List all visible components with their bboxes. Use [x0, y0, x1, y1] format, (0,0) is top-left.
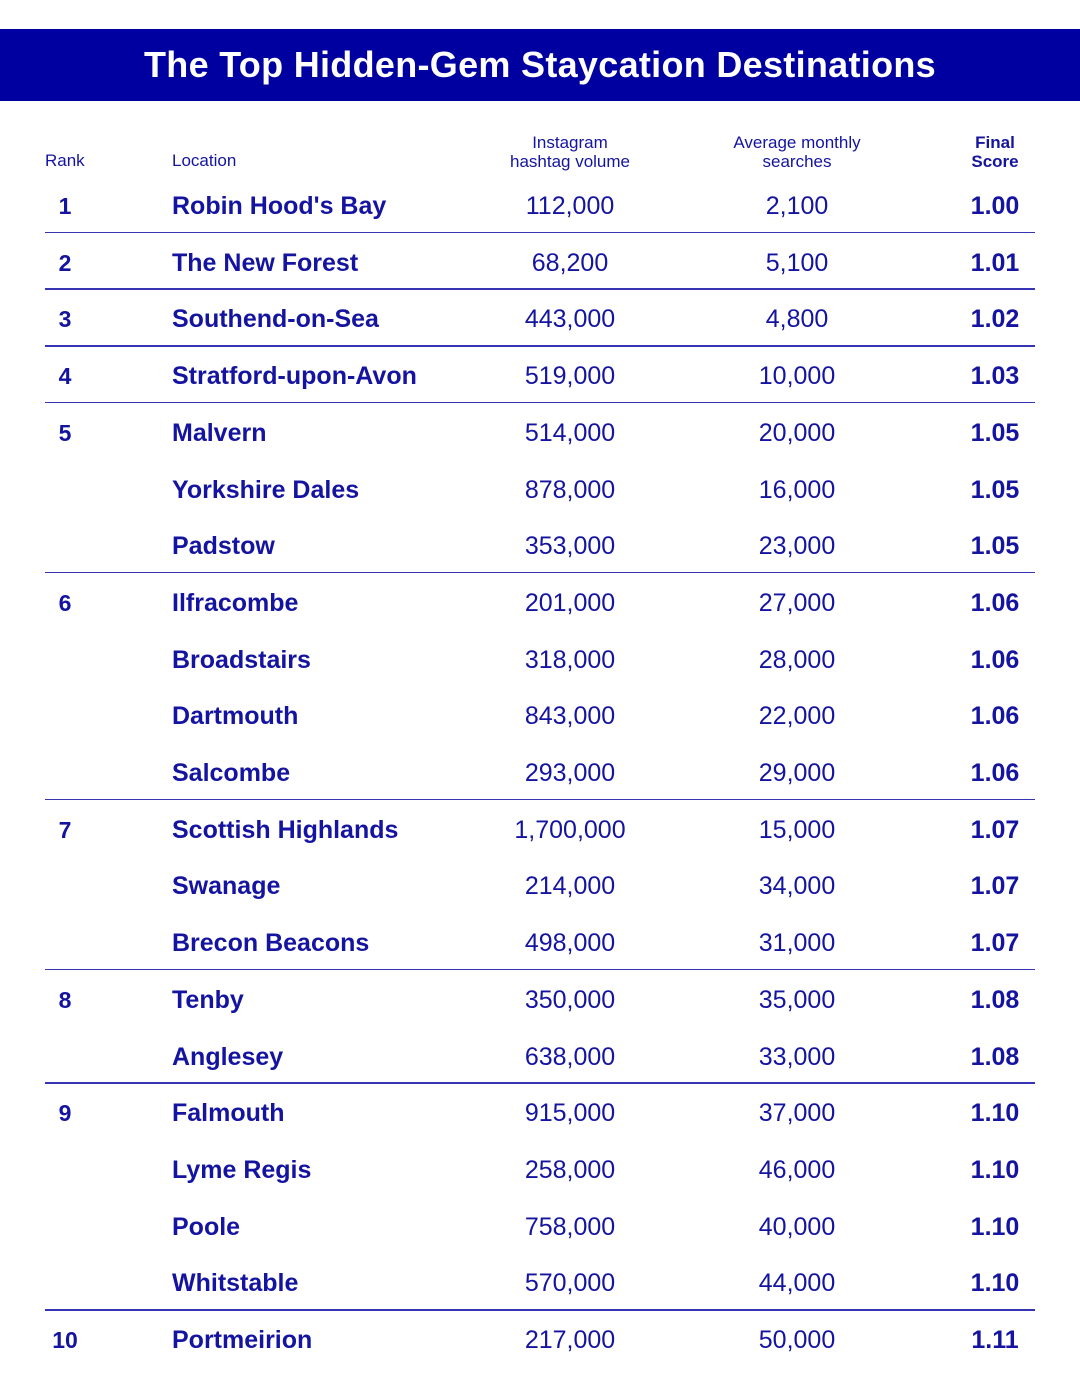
- table-row: [0, 1029, 1080, 1085]
- location-cell: Stratford-upon-Avon: [172, 362, 417, 391]
- location-cell: Broadstairs: [172, 645, 311, 674]
- location-cell: Padstow: [172, 532, 275, 561]
- rank-cell: 4: [58, 363, 72, 390]
- header-location: Location: [172, 151, 237, 170]
- rank-cell: 8: [58, 986, 72, 1013]
- instagram-cell: 318,000: [524, 645, 616, 674]
- instagram-cell: 350,000: [524, 985, 616, 1014]
- instagram-cell: 201,000: [524, 588, 616, 617]
- location-cell: Poole: [172, 1212, 241, 1241]
- rank-group-divider: [45, 1082, 1035, 1084]
- instagram-cell: 258,000: [524, 1155, 616, 1184]
- location-cell: Ilfracombe: [172, 588, 299, 617]
- instagram-cell: 638,000: [524, 1042, 616, 1071]
- instagram-cell: 514,000: [524, 418, 616, 447]
- instagram-cell: 878,000: [524, 475, 616, 504]
- searches-cell: 10,000: [758, 362, 836, 391]
- table-row: [0, 1085, 1080, 1141]
- score-cell: 1.06: [970, 702, 1020, 731]
- table-row: [0, 802, 1080, 858]
- score-cell: 1.07: [970, 872, 1020, 901]
- score-cell: 1.03: [970, 362, 1020, 391]
- table-row: [0, 235, 1080, 291]
- score-cell: 1.06: [970, 588, 1020, 617]
- score-cell: 1.00: [970, 192, 1020, 220]
- table-row: [0, 348, 1080, 404]
- header-instagram-line1: Instagram: [532, 133, 608, 152]
- searches-cell: 23,000: [758, 532, 836, 561]
- searches-cell: 29,000: [758, 759, 836, 787]
- score-cell: 1.02: [970, 305, 1020, 334]
- searches-cell: 20,000: [758, 418, 836, 447]
- table-row: [0, 291, 1080, 347]
- score-cell: 1.06: [970, 759, 1020, 787]
- rank-cell: 9: [58, 1100, 72, 1127]
- instagram-cell: 758,000: [524, 1212, 616, 1241]
- table-row: [0, 575, 1080, 631]
- location-cell: Dartmouth: [172, 702, 299, 731]
- rank-cell: 3: [58, 306, 72, 333]
- searches-cell: 46,000: [758, 1155, 836, 1184]
- location-cell: Malvern: [172, 418, 267, 447]
- searches-cell: 33,000: [758, 1042, 836, 1071]
- location-cell: Lyme Regis: [172, 1155, 312, 1184]
- table-row: [0, 178, 1080, 234]
- header-rank: Rank: [45, 151, 85, 170]
- searches-cell: 34,000: [758, 872, 836, 901]
- rank-cell: 1: [58, 193, 72, 219]
- location-cell: Brecon Beacons: [172, 929, 370, 958]
- rank-group-divider: [45, 232, 1035, 234]
- location-cell: Tenby: [172, 985, 244, 1014]
- location-cell: Falmouth: [172, 1099, 285, 1128]
- table-row: [0, 972, 1080, 1028]
- score-cell: 1.07: [970, 815, 1020, 844]
- location-cell: Swanage: [172, 872, 281, 901]
- searches-cell: 40,000: [758, 1212, 836, 1241]
- page-title: The Top Hidden-Gem Staycation Destinations: [143, 44, 936, 85]
- rank-group-divider: [45, 288, 1035, 290]
- location-cell: The New Forest: [172, 248, 359, 277]
- title-banner: [0, 29, 1080, 101]
- location-cell: Southend-on-Sea: [172, 305, 379, 334]
- score-cell: 1.10: [970, 1212, 1020, 1241]
- rank-cell: 2: [58, 249, 72, 276]
- location-cell: Salcombe: [172, 759, 291, 787]
- searches-cell: 37,000: [758, 1099, 836, 1128]
- score-cell: 1.08: [970, 1042, 1020, 1071]
- header-score-line2: Score: [971, 152, 1019, 171]
- header-searches-line1: Average monthly: [733, 133, 861, 152]
- instagram-cell: 498,000: [524, 929, 616, 958]
- table-row: [0, 1255, 1080, 1311]
- rank-group-divider: [45, 969, 1035, 971]
- score-cell: 1.05: [970, 418, 1020, 447]
- table-row: [0, 518, 1080, 574]
- table-row: [0, 632, 1080, 688]
- location-cell: Portmeirion: [172, 1326, 313, 1354]
- location-cell: Whitstable: [172, 1269, 299, 1298]
- table-row: [0, 1312, 1080, 1368]
- table-row: [0, 462, 1080, 518]
- instagram-cell: 217,000: [524, 1326, 616, 1354]
- header-instagram: [510, 133, 630, 171]
- instagram-cell: 915,000: [524, 1099, 616, 1128]
- table-row: [0, 1142, 1080, 1198]
- header-searches-line2: searches: [762, 152, 832, 171]
- searches-cell: 35,000: [758, 985, 836, 1014]
- searches-cell: 22,000: [758, 702, 836, 731]
- searches-cell: 2,100: [765, 192, 829, 220]
- rank-group-divider: [45, 345, 1035, 347]
- searches-cell: 15,000: [758, 815, 836, 844]
- score-cell: 1.08: [970, 985, 1020, 1014]
- score-cell: 1.07: [970, 929, 1020, 958]
- searches-cell: 5,100: [765, 248, 829, 277]
- score-cell: 1.10: [970, 1269, 1020, 1298]
- searches-cell: 16,000: [758, 475, 836, 504]
- searches-cell: 28,000: [758, 645, 836, 674]
- location-cell: Anglesey: [172, 1042, 284, 1071]
- rank-group-divider: [45, 1309, 1035, 1311]
- instagram-cell: 570,000: [524, 1269, 616, 1298]
- searches-cell: 50,000: [758, 1326, 836, 1354]
- table-row: [0, 405, 1080, 461]
- rank-cell: 7: [58, 816, 72, 843]
- header-score-line1: Final: [975, 133, 1015, 152]
- instagram-cell: 68,200: [531, 248, 609, 277]
- score-cell: 1.10: [970, 1099, 1020, 1128]
- rank-cell: 10: [52, 1327, 78, 1353]
- rank-group-divider: [45, 799, 1035, 801]
- instagram-cell: 1,700,000: [514, 815, 626, 844]
- table-row: [0, 858, 1080, 914]
- instagram-cell: 214,000: [524, 872, 616, 901]
- score-cell: 1.05: [970, 532, 1020, 561]
- score-cell: 1.11: [971, 1326, 1019, 1354]
- table-row: [0, 915, 1080, 971]
- instagram-cell: 443,000: [524, 305, 616, 334]
- location-cell: Yorkshire Dales: [172, 475, 360, 504]
- rank-cell: 6: [58, 589, 72, 616]
- score-cell: 1.01: [970, 248, 1020, 277]
- searches-cell: 44,000: [758, 1269, 836, 1298]
- rank-cell: 5: [58, 419, 72, 446]
- instagram-cell: 843,000: [524, 702, 616, 731]
- table-row: [0, 688, 1080, 744]
- table-row: [0, 745, 1080, 801]
- header-instagram-line2: hashtag volume: [509, 152, 631, 171]
- searches-cell: 31,000: [758, 929, 836, 958]
- instagram-cell: 293,000: [524, 759, 616, 787]
- searches-cell: 4,800: [765, 305, 829, 334]
- searches-cell: 27,000: [758, 588, 836, 617]
- instagram-cell: 519,000: [524, 362, 616, 391]
- header-score: [971, 133, 1018, 171]
- table-row: [0, 1199, 1080, 1255]
- instagram-cell: 112,000: [525, 192, 615, 220]
- score-cell: 1.06: [970, 645, 1020, 674]
- rank-group-divider: [45, 572, 1035, 574]
- score-cell: 1.05: [970, 475, 1020, 504]
- header-searches: [733, 133, 860, 171]
- location-cell: Scottish Highlands: [172, 815, 399, 844]
- rank-group-divider: [45, 402, 1035, 404]
- score-cell: 1.10: [970, 1155, 1020, 1184]
- instagram-cell: 353,000: [524, 532, 616, 561]
- location-cell: Robin Hood's Bay: [172, 192, 387, 220]
